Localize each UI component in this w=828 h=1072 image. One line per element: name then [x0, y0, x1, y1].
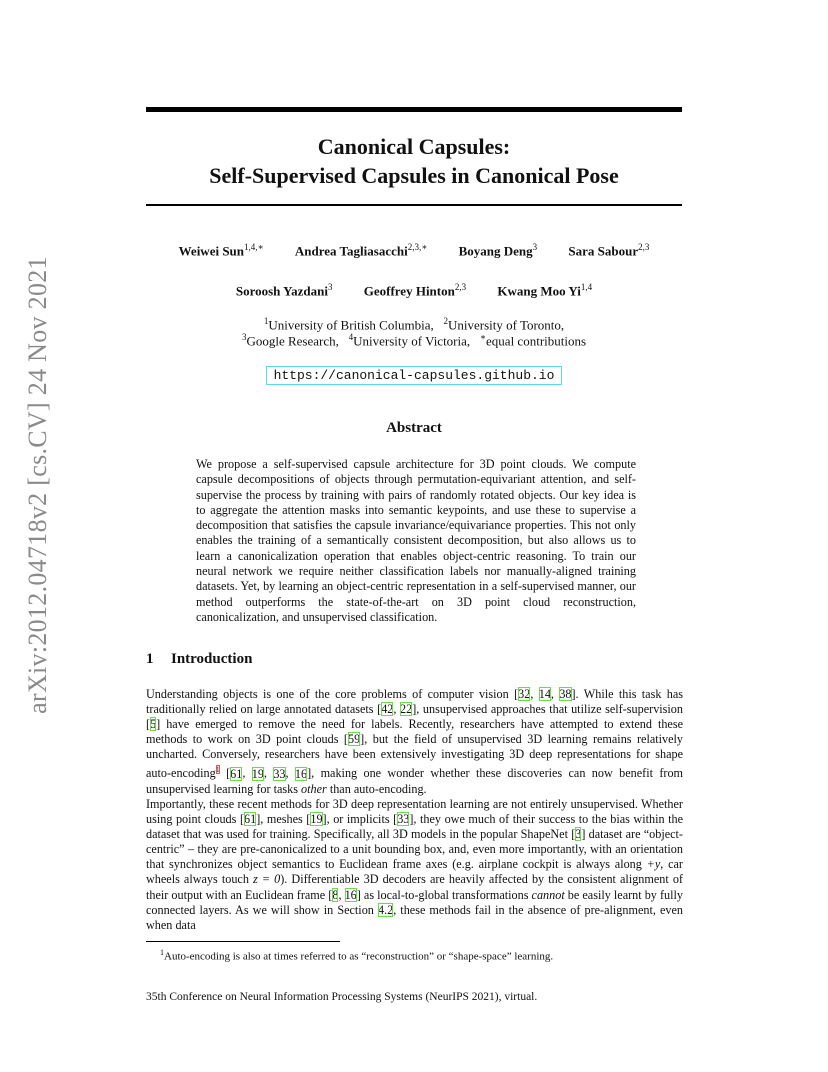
- citation-link[interactable]: 22: [400, 702, 413, 717]
- citation-link[interactable]: 16: [344, 887, 357, 902]
- author: Kwang Moo Yi$^{1,4}$: [497, 282, 593, 299]
- abstract-heading: Abstract: [386, 420, 442, 436]
- author: Boyang Deng$^3$: [458, 242, 538, 259]
- title-line-2: Self-Supervised Capsules in Canonical Pose: [209, 163, 619, 188]
- abstract-text: We propose a self-supervised capsule architecture for 3D point clouds. We compute capsule decompositions of objects through permutation-equivariant attention, and self-supervise the process by training with pairs of randomly rotated objects. Our key idea is to aggregate the attention masks into semantic keypoints, and use these to supervise a decomposition that satisfies the capsule invariance/equivariance properties. This not only enables the training of a semantically consistent decomposition, but also allows us to learn a canonicalization operation that enables object-centric reasoning. To train our neural network we require neither classification labels nor manually-aligned training datasets. Yet, by learning an object-centric representation in a self-supervised manner, our method outperforms the state-of-the-art on 3D point cloud reconstruction, canonicalization, and unsupervised classification.: [196, 457, 636, 624]
- citation-link[interactable]: 42: [381, 702, 394, 717]
- citation-link[interactable]: 3: [575, 827, 582, 842]
- authors-row-1: [146, 242, 682, 259]
- author: Geoffrey Hinton$^{2,3}$: [363, 282, 467, 299]
- citation-link[interactable]: 8: [332, 887, 339, 902]
- author: Soroosh Yazdani$^3$: [235, 282, 333, 299]
- citation-link[interactable]: 16: [294, 766, 308, 781]
- citation-link[interactable]: 59: [347, 732, 361, 747]
- citation-link[interactable]: 33: [273, 766, 286, 781]
- section-heading: [146, 651, 252, 668]
- citation-link[interactable]: 5: [150, 717, 157, 732]
- authors-row-2: [146, 282, 682, 299]
- title-top-rule: [146, 107, 682, 112]
- affiliations-line-1: $^1$University of British Columbia, $^2$University of Toronto,: [263, 316, 565, 333]
- paper-title: [146, 132, 682, 190]
- section-title: Introduction: [171, 651, 253, 667]
- section-reference-link[interactable]: 4.2: [377, 902, 394, 917]
- intro-paragraph-2: Importantly, these recent methods for 3D deep representation learning are not entirely unsupervised. Whether using point clouds [61], meshes [19], or implicits [33], they owe much of their success to the bias within the dataset that was used for training. Specifically, all 3D models in the popular ShapeNet [3] dataset are “object-centric” – they are pre-canonicalized to a unit bounding box, and, even more importantly, with an orientation that synchronizes object semantics to Euclidean frame axes (e.g. airplane cockpit is always along +y, car wheels always touch z = 0). Differentiable 3D decoders are heavily affected by the consistent alignment of their output with an Euclidean frame [8, 16] as local-to-global transformations cannot be easily learnt by fully connected layers. As we will show in Section 4.2, these methods fail in the absence of pre-alignment, even when data: [146, 797, 684, 932]
- footnote-rule: [146, 941, 340, 942]
- citation-link[interactable]: 14: [538, 687, 551, 701]
- intro-paragraph-1: Understanding objects is one of the core problems of computer vision [32, 14, 38]. While this task has traditionally relied on large annotated datasets [42, 22], unsupervised approaches that utilize self-supervision [5] have emerged to remove the need for labels. Recently, researchers have attempted to extend these methods to work on 3D point clouds [59], but the field of unsupervised 3D learning remains relatively uncharted. Conversely, researchers have been extensively investigating 3D deep representations for shape auto-encoding$^1$ [61, 19, 33, 16], making one wonder whether these discoveries can now benefit from unsupervised learning for tasks other than auto-encoding.: [146, 687, 684, 796]
- citation-link[interactable]: 61: [230, 766, 243, 781]
- footnote: $^1$Auto-encoding is also at times referred to as “reconstruction” or “shape-space” learning.: [160, 948, 554, 963]
- author: Weiwei Sun$^{1,4,∗}$: [178, 242, 264, 259]
- title-line-1: Canonical Capsules:: [317, 134, 511, 159]
- title-bottom-rule: [146, 204, 682, 206]
- citation-link[interactable]: 19: [310, 812, 323, 827]
- affiliations-line-2: $^3$Google Research, $^4$University of Victoria, ∗equal contributions: [241, 332, 587, 349]
- citation-link[interactable]: 38: [559, 687, 572, 701]
- arxiv-side-stamp: [20, 256, 56, 714]
- project-url-link[interactable]: https://canonical-capsules.github.io: [266, 366, 562, 385]
- author: Sara Sabour$^{2,3}$: [568, 242, 650, 259]
- arxiv-identifier: arXiv:2012.04718v2 [cs.CV] 24 Nov 2021: [23, 256, 52, 714]
- section-number: 1: [146, 651, 154, 667]
- citation-link[interactable]: 33: [397, 812, 410, 827]
- citation-link[interactable]: 32: [518, 687, 531, 701]
- venue-footer: 35th Conference on Neural Information Processing Systems (NeurIPS 2021), virtual.: [146, 991, 538, 1003]
- citation-link[interactable]: 19: [251, 766, 264, 781]
- citation-link[interactable]: 61: [244, 812, 257, 827]
- author: Andrea Tagliasacchi$^{2,3,∗}$: [294, 242, 428, 259]
- footnote-link[interactable]: 1: [215, 765, 220, 775]
